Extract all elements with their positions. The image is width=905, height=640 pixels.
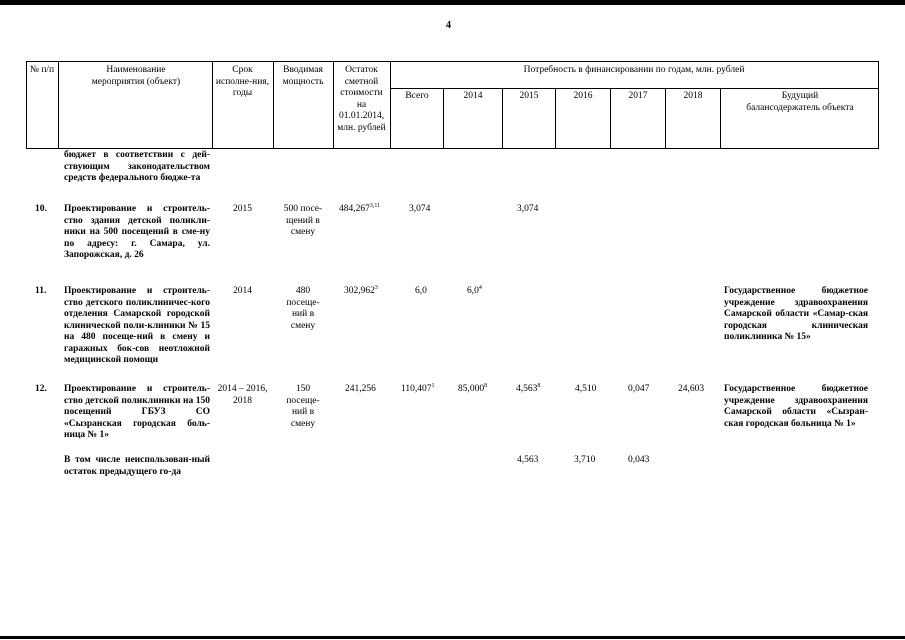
header-term: Срок исполне-ния, годы [215, 65, 270, 98]
row-remaining: 302,962$^3$ [344, 284, 378, 296]
row-2015: 4,563$^8$ [516, 382, 541, 394]
row-2016: 4,510 [575, 384, 597, 394]
subrow-2015: 4,563 [517, 455, 539, 465]
row-2018: 24,603 [678, 384, 705, 394]
row-capacity: 500 посе-щений в смену [283, 204, 323, 237]
row-holder: Государственное бюджетное учреждение здравоохранения Самарской области «Сызран-ская городская больница № 1» [724, 384, 868, 429]
header-holder: Будущий балансодержатель объекта [746, 91, 854, 113]
header-2017: 2017 [628, 91, 648, 101]
top-rule [0, 0, 905, 5]
row-term: 2014 [233, 286, 252, 296]
row-capacity: 150 посеще-ний в смену [286, 384, 320, 429]
row-remaining: 241,256 [345, 384, 376, 394]
bottom-rule [0, 636, 905, 639]
row-term: 2014 – 2016, 2018 [217, 384, 268, 406]
row-term: 2015 [233, 204, 252, 214]
row-total: 6,0 [415, 286, 427, 296]
row-2014: 85,000$^8$ [458, 382, 488, 394]
row-num: 11. [35, 286, 47, 296]
row-num: 12. [35, 384, 47, 394]
row-name: Проектирование и строитель-ство детской поликлиники на 150 посещений ГБУЗ СО «Сызранская городская боль-ница № 1» [64, 384, 210, 440]
row-holder: Государственное бюджетное учреждение здравоохранения Самарской области «Самар-ская городская клиническая поликлиника № 15» [724, 286, 868, 342]
continuation-name: бюджет в соответствии с дей-ствующим законодательством средств федерального бюдже-та [64, 150, 210, 183]
header-2016: 2016 [573, 91, 593, 101]
row-total: 3,074 [409, 204, 431, 214]
row-2015: 3,074 [517, 204, 539, 214]
page-number: 4 [446, 20, 451, 31]
header-capacity: Вводимая мощность [282, 65, 324, 87]
header-2015: 2015 [519, 91, 539, 101]
row-capacity: 480 посеще-ний в смену [286, 286, 320, 331]
row-total: 110,407$^1$ [401, 382, 435, 394]
subrow-2017: 0,043 [628, 455, 650, 465]
row-num: 10. [35, 204, 47, 214]
header-need-group: Потребность в финансировании по годам, млн. рублей [523, 65, 745, 75]
subrow-name: В том числе неиспользован-ный остаток предыдущего го-да [64, 455, 210, 477]
row-2014: $6,0^4$ [467, 284, 482, 296]
header-name: Наименование мероприятия (объект) [91, 65, 181, 87]
row-remaining: 484,267$^{3,11}$ [339, 202, 381, 214]
header-2014: 2014 [463, 91, 483, 101]
header-num: № п/п [29, 65, 55, 75]
header-2018: 2018 [683, 91, 703, 101]
header-remaining: Остаток сметной стоимости на 01.01.2014, млн. рублей [337, 65, 386, 133]
header-total: Всего [405, 91, 429, 101]
row-name: Проектирование и строитель-ство здания детской поликли-ники на 500 посещений в сме-ну по адресу: г. Самара, ул. Запорожская, д. 26 [64, 204, 210, 260]
row-2017: 0,047 [628, 384, 650, 394]
subrow-2016: 3,710 [574, 455, 596, 465]
row-name: Проектирование и строитель-ство детского поликлиничес-кого отделения Самарской городской клинической поли-клиники № 15 на 480 посеще-ний в смену и гаражных бок-сов неотложной медицинской помощи [64, 286, 210, 365]
